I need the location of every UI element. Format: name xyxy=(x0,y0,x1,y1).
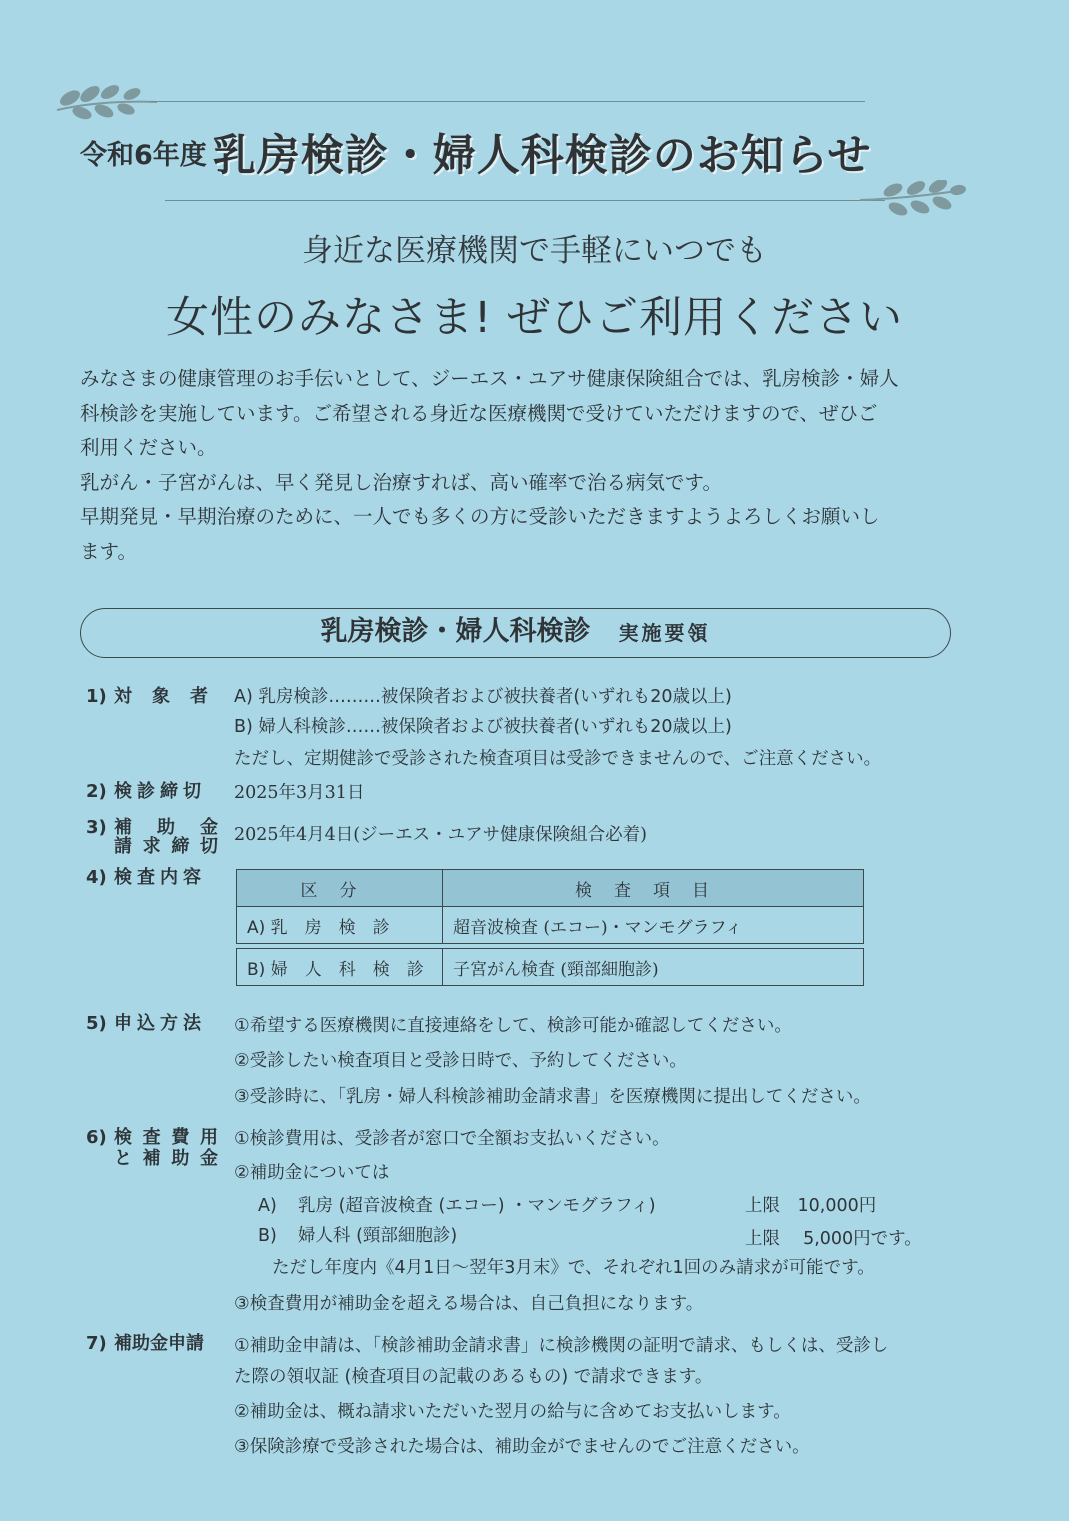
subtitle-1: 身近な医療機関で手軽にいつでも xyxy=(302,233,767,269)
target-note: ただし、定期健診で受診された検査項目は受診できませんので、ご注意ください。 xyxy=(234,749,882,769)
subsidy-line-1: ①補助金申請は、「検診補助金請求書」に検診機関の証明で請求、もしくは、受診し xyxy=(234,1336,889,1356)
item-label-cost-num: 6) xyxy=(86,1127,107,1148)
item-label-subsidy: 7) 補助金申請 xyxy=(86,1333,204,1354)
intro-line: 利用ください。 xyxy=(80,436,217,459)
target-line-b: B) 婦人科検診……被保険者および被扶養者(いずれも20歳以上) xyxy=(234,717,732,737)
item-label-target: 1) 対 象 者 xyxy=(86,686,209,707)
cost-sub-b-key: B) xyxy=(258,1226,277,1246)
table-header-row xyxy=(237,870,864,907)
cost-note: ただし年度内《4月1日〜翌年3月末》で、それぞれ1回のみ請求が可能です。 xyxy=(272,1258,875,1278)
cost-line-2: ②補助金については xyxy=(234,1163,390,1183)
claim-value: 2025年4月4日(ジーエス・ユアサ健康保険組合必着) xyxy=(234,825,647,845)
intro-line: みなさまの健康管理のお手伝いとして、ジーエス・ユアサ健康保険組合では、乳房検診・婦人 xyxy=(80,367,899,390)
cost-line-1: ①検診費用は、受診者が窓口で全額お支払いください。 xyxy=(234,1129,670,1149)
item-label-claim-1: 補助金 xyxy=(114,817,218,838)
item-label-cost-1: 検査費用 xyxy=(114,1127,218,1148)
table-cell: 子宮がん検査 (頸部細胞診) xyxy=(443,949,864,986)
subtitle-2: 女性のみなさま! ぜひご利用ください xyxy=(166,293,903,343)
apply-line-3: ③受診時に、「乳房・婦人科検診補助金請求書」を医療機関に提出してください。 xyxy=(234,1087,871,1107)
item-label-claim-num: 3) xyxy=(86,817,107,838)
table-cell: A) 乳 房 検 診 xyxy=(237,907,443,944)
intro-text xyxy=(80,362,980,569)
table-header: 検査項目 xyxy=(443,870,864,907)
cost-sub-b-limit: 上限 5,000円です。 xyxy=(745,1229,922,1249)
header-bottom-rule xyxy=(165,200,885,201)
title-year: 令和6年度 xyxy=(80,140,207,171)
subsidy-line-2: た際の領収証 (検査項目の記載のあるもの) で請求できます。 xyxy=(234,1367,713,1387)
apply-line-2: ②受診したい検査項目と受診日時で、予約してください。 xyxy=(234,1051,687,1071)
cost-line-3: ③検査費用が補助金を超える場合は、自己負担になります。 xyxy=(234,1294,704,1314)
section-subtitle: 実施要領 xyxy=(618,621,711,645)
exam-table xyxy=(236,869,864,986)
subsidy-line-3: ②補助金は、概ね請求いただいた翌月の給与に含めてお支払いします。 xyxy=(234,1402,791,1422)
header-top-rule xyxy=(150,101,865,102)
cost-sub-a-label: 乳房 (超音波検査 (エコー) ・マンモグラフィ) xyxy=(298,1196,656,1216)
target-line-a: A) 乳房検診………被保険者および被扶養者(いずれも20歳以上) xyxy=(234,687,732,707)
leaf-decoration-icon xyxy=(52,80,162,120)
section-title: 乳房検診・婦人科検診 xyxy=(320,616,591,647)
title-main: 乳房検診・婦人科検診のお知らせ xyxy=(212,131,872,181)
item-label-cost-2: と補助金 xyxy=(114,1148,218,1169)
table-header: 区分 xyxy=(237,870,443,907)
table-row xyxy=(237,949,864,986)
item-label-content: 4) 検査内容 xyxy=(86,867,206,888)
intro-line: 科検診を実施しています。ご希望される身近な医療機関で受けていただけますので、ぜひご xyxy=(80,401,878,425)
table-cell: 超音波検査 (エコー)・マンモグラフィ xyxy=(443,907,864,944)
intro-line: ます。 xyxy=(80,539,137,563)
leaf-decoration-icon xyxy=(858,180,968,220)
item-label-apply: 5) 申込方法 xyxy=(86,1013,206,1034)
intro-line: 乳がん・子宮がんは、早く発見し治療すれば、高い確率で治る病気です。 xyxy=(80,470,722,494)
intro-line: 早期発見・早期治療のために、一人でも多くの方に受診いただきますようよろしくお願いし xyxy=(80,505,880,528)
item-label-claim-2: 請求締切 xyxy=(114,836,218,857)
page-title xyxy=(80,122,872,183)
cost-sub-b-label: 婦人科 (頸部細胞診) xyxy=(298,1226,458,1246)
section-heading xyxy=(80,608,951,658)
item-label-deadline: 2) 検診締切 xyxy=(86,781,206,802)
deadline-value: 2025年3月31日 xyxy=(234,783,365,803)
cost-sub-a-limit: 上限 10,000円 xyxy=(745,1196,877,1216)
cost-sub-a-key: A) xyxy=(258,1196,277,1216)
table-cell: B) 婦 人 科 検 診 xyxy=(237,949,443,986)
subsidy-line-4: ③保険診療で受診された場合は、補助金がでませんのでご注意ください。 xyxy=(234,1437,810,1457)
apply-line-1: ①希望する医療機関に直接連絡をして、検診可能か確認してください。 xyxy=(234,1016,792,1036)
table-row xyxy=(237,907,864,944)
